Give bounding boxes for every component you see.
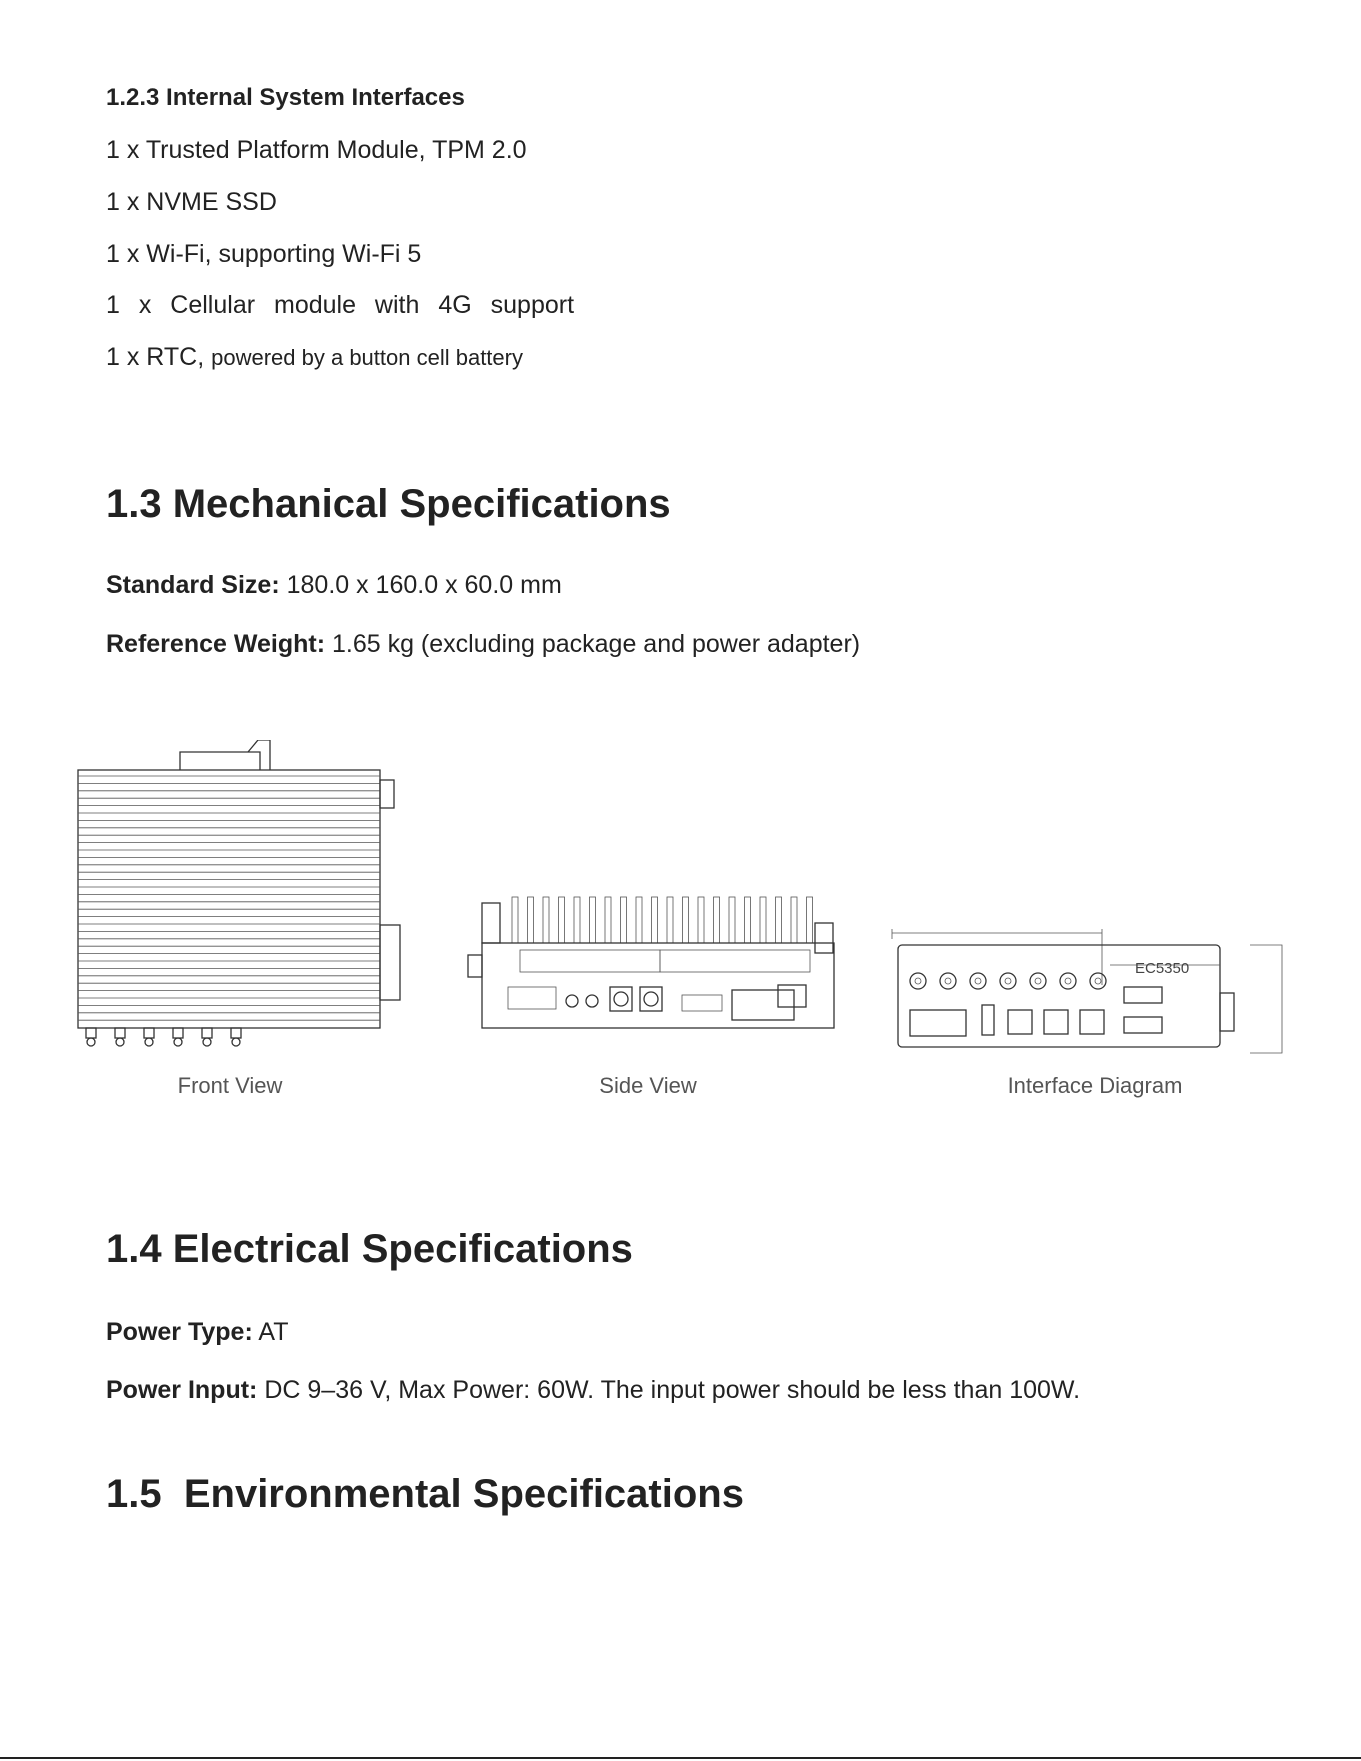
- power-type-row: [106, 1318, 288, 1347]
- section-heading-environmental: 1.5 Environmental Specifications: [106, 1472, 744, 1516]
- page-bottom-rule: [0, 1757, 1361, 1759]
- standard-size-label: Standard Size:: [106, 571, 280, 599]
- section-heading-mechanical: 1.3 Mechanical Specifications: [106, 482, 671, 526]
- power-type-label: Power Type:: [106, 1318, 253, 1346]
- reference-weight-value: 1.65 kg (excluding package and power adapter): [331, 630, 861, 658]
- side-view-drawing: [460, 895, 850, 1040]
- section-heading-internal-interfaces: 1.2.3 Internal System Interfaces: [106, 84, 465, 111]
- side-view-caption: Side View: [599, 1073, 697, 1098]
- reference-weight-row: [106, 630, 860, 659]
- list-item: 1 x Cellular module with 4G support: [106, 291, 575, 319]
- power-type-value: AT: [258, 1318, 289, 1346]
- list-item: 1 x NVME SSD: [106, 188, 277, 216]
- power-input-label: Power Input:: [106, 1376, 258, 1404]
- list-item: 1 x Wi-Fi, supporting Wi-Fi 5: [106, 240, 422, 268]
- power-input-row: [106, 1376, 1080, 1405]
- standard-size-row: [106, 571, 562, 600]
- reference-weight-label: Reference Weight:: [106, 630, 326, 658]
- section-heading-electrical: 1.4 Electrical Specifications: [106, 1227, 633, 1271]
- list-item: [106, 343, 523, 372]
- model-label: EC5350: [1135, 960, 1190, 977]
- rtc-label: 1 x RTC,: [106, 343, 205, 371]
- rtc-detail: powered by a button cell battery: [211, 345, 523, 370]
- list-item: 1 x Trusted Platform Module, TPM 2.0: [106, 136, 527, 164]
- interface-diagram-caption: Interface Diagram: [1007, 1073, 1183, 1098]
- standard-size-value: 180.0 x 160.0 x 60.0 mm: [286, 571, 562, 599]
- interface-diagram-drawing: [890, 925, 1285, 1055]
- power-input-value: DC 9–36 V, Max Power: 60W. The input power should be less than 100W.: [264, 1376, 1081, 1404]
- front-view-caption: Front View: [177, 1073, 283, 1098]
- front-view-drawing: [70, 740, 410, 1050]
